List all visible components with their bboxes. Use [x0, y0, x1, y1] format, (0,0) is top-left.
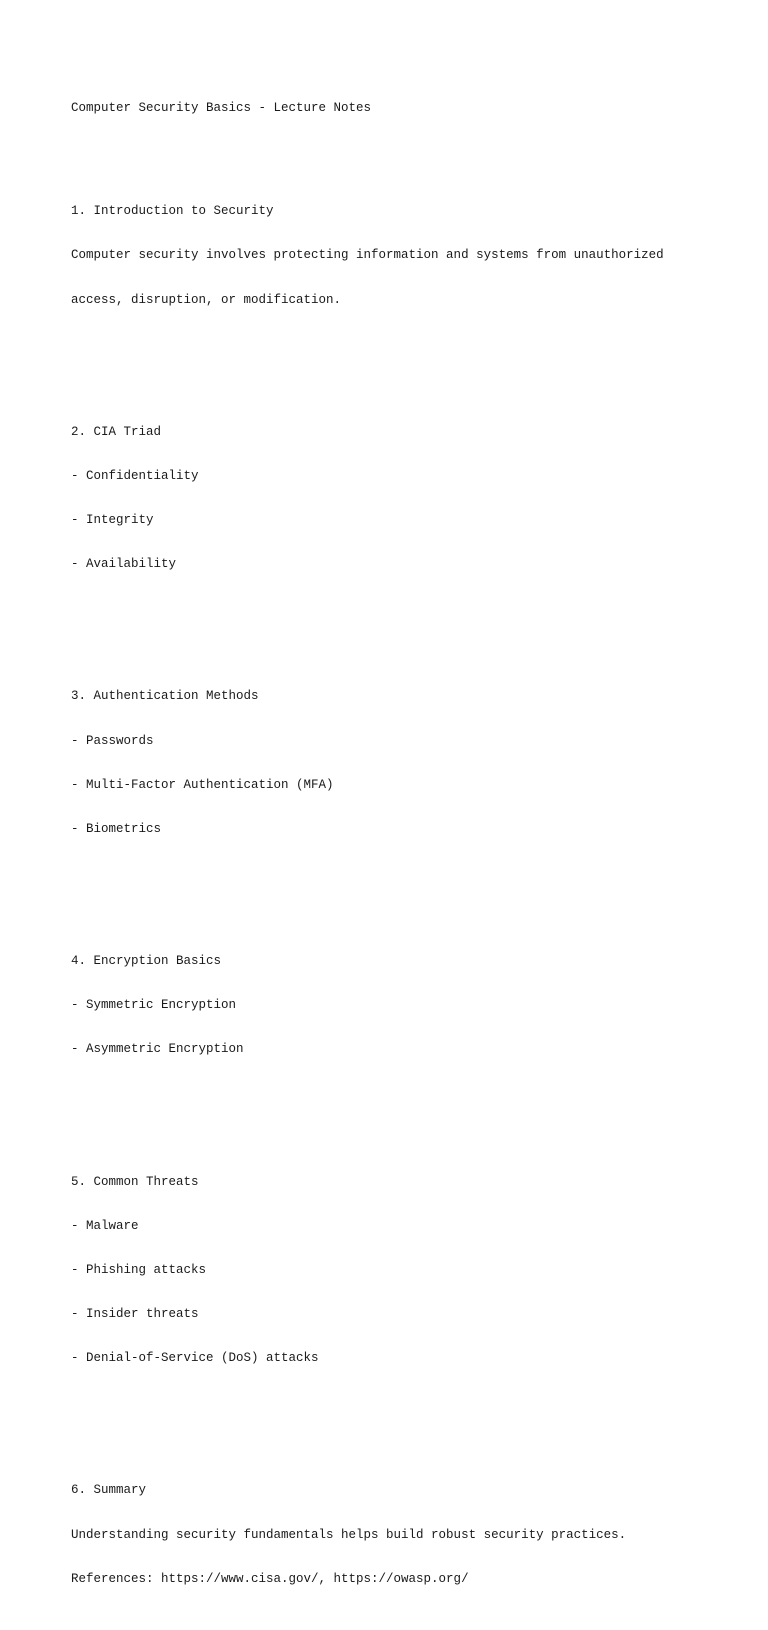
section-heading: 5. Common Threats: [71, 1174, 199, 1189]
section-heading: 3. Authentication Methods: [71, 689, 259, 704]
references-text: References: https://www.cisa.gov/, https://owasp.org/: [71, 1571, 469, 1586]
list-item: - Multi-Factor Authentication (MFA): [71, 777, 334, 792]
list-item: - Symmetric Encryption: [71, 998, 237, 1013]
list-item: - Phishing attacks: [71, 1262, 207, 1277]
list-item: - Insider threats: [71, 1306, 199, 1321]
section-authentication: [71, 660, 711, 866]
section-heading: 6. Summary: [71, 1483, 147, 1498]
section-heading: 1. Introduction to Security: [71, 204, 274, 219]
section-text: Understanding security fundamentals helps build robust security practices.: [71, 1527, 627, 1542]
list-item: - Integrity: [71, 513, 154, 528]
list-item: - Asymmetric Encryption: [71, 1042, 244, 1057]
list-item: - Confidentiality: [71, 468, 199, 483]
section-heading: 2. CIA Triad: [71, 424, 162, 439]
section-heading: 4. Encryption Basics: [71, 954, 222, 969]
section-common-threats: [71, 1145, 711, 1395]
list-item: - Biometrics: [71, 821, 162, 836]
section-introduction: [71, 175, 711, 337]
list-item: - Malware: [71, 1218, 139, 1233]
section-encryption: [71, 925, 711, 1087]
document-page: [71, 72, 711, 1630]
document-title: Computer Security Basics - Lecture Notes: [71, 101, 372, 116]
list-item: - Denial-of-Service (DoS) attacks: [71, 1351, 319, 1366]
list-item: - Availability: [71, 557, 177, 572]
section-text: access, disruption, or modification.: [71, 292, 342, 307]
section-cia-triad: [71, 395, 711, 601]
section-summary: [71, 1454, 711, 1616]
list-item: - Passwords: [71, 733, 154, 748]
section-text: Computer security involves protecting information and systems from unauthorized: [71, 248, 664, 263]
